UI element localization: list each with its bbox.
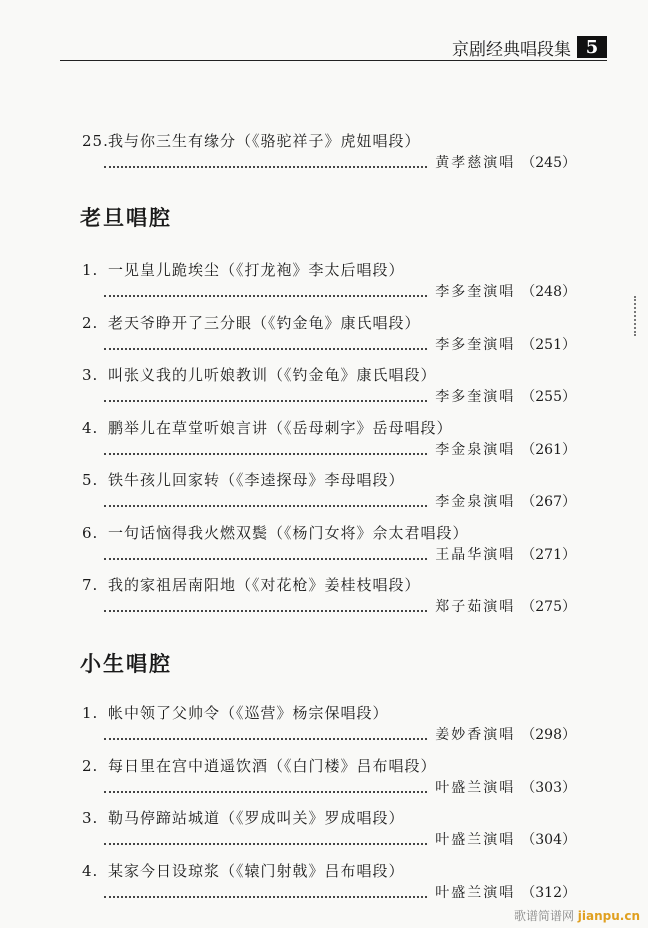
entry-title: 某家今日设琼浆（《辕门射戟》吕布唱段） [108, 861, 405, 880]
entry-page: （275） [521, 599, 576, 615]
watermark-brand: jianpu.cn [577, 909, 640, 923]
toc-entry[interactable] [82, 860, 576, 904]
entry-page: （303） [521, 779, 576, 796]
entry-leader-line [104, 882, 576, 902]
entry-singer: 王晶华演唱 [435, 546, 516, 563]
page-number: 5 [577, 36, 607, 58]
entry-title-line [82, 574, 421, 595]
entry-number: 4. [82, 861, 99, 880]
entry-title: 我的家祖居南阳地（《对花枪》姜桂枝唱段） [108, 576, 421, 594]
toc-entry[interactable] [82, 755, 576, 799]
dot-leader [104, 602, 427, 612]
dot-leader [104, 497, 427, 507]
entry-leader-line [104, 281, 576, 301]
side-marks [634, 296, 642, 336]
toc-entry[interactable] [82, 522, 576, 566]
entry-title: 叫张义我的儿听娘教训（《钓金龟》康氏唱段） [108, 366, 437, 384]
dot-leader [104, 783, 427, 793]
entry-singer: 叶盛兰演唱 [435, 832, 516, 848]
entry-leader-line [104, 544, 576, 564]
toc-entry[interactable] [82, 364, 576, 408]
entry-page: （248） [521, 284, 576, 300]
dot-leader [104, 392, 427, 402]
entry-singer: 郑子茹演唱 [435, 599, 516, 615]
entry-leader-line [104, 491, 576, 511]
entry-leader-line [104, 829, 576, 849]
entry-title-line [82, 312, 421, 333]
entry-title: 老天爷睁开了三分眼（《钓金龟》康氏唱段） [108, 313, 421, 332]
entry-title: 铁牛孩儿回家转（《李逵探母》李母唱段） [108, 471, 405, 489]
entry-title-line [82, 807, 405, 828]
entry-leader-line [104, 439, 576, 459]
dot-leader [104, 730, 427, 740]
entry-singer: 李多奎演唱 [435, 284, 516, 300]
toc-entry[interactable] [82, 259, 576, 303]
dot-leader [104, 835, 427, 845]
entry-title: 一见皇儿跪埃尘（《打龙袍》李太后唱段） [108, 261, 405, 279]
entry-page: （251） [521, 336, 576, 353]
entry-singer: 李金泉演唱 [435, 441, 516, 458]
entry-number: 2. [82, 313, 99, 332]
toc-entry[interactable] [82, 469, 576, 513]
section-title-laodan: 老旦唱腔 [80, 205, 172, 230]
toc-entry[interactable] [82, 574, 576, 618]
dot-leader [104, 287, 427, 297]
entry-leader-line [104, 152, 576, 172]
entry-leader-line [104, 596, 576, 616]
entry-title-line [82, 259, 405, 280]
toc-entry[interactable] [82, 417, 576, 461]
entry-title-line [82, 130, 421, 151]
entry-page: （298） [521, 727, 576, 743]
watermark [514, 907, 640, 924]
entry-singer: 李多奎演唱 [435, 336, 516, 353]
entry-title: 鹏举儿在草堂听娘言讲（《岳母刺字》岳母唱段） [108, 418, 453, 437]
entry-singer: 李多奎演唱 [435, 389, 516, 405]
entry-number: 7. [82, 576, 99, 594]
entry-number: 25. [82, 132, 109, 150]
dot-leader [104, 445, 427, 455]
entry-title: 帐中领了父帅令（《巡营》杨宗保唱段） [108, 704, 389, 722]
toc-entry[interactable] [82, 312, 576, 356]
toc-entry[interactable] [82, 807, 576, 851]
dot-leader [104, 550, 427, 560]
entry-singer: 叶盛兰演唱 [435, 779, 516, 796]
entry-number: 2. [82, 756, 99, 775]
header-rule [60, 60, 607, 61]
dot-leader [104, 888, 427, 898]
entry-number: 3. [82, 366, 99, 384]
entry-title: 一句话恼得我火燃双鬓（《杨门女将》佘太君唱段） [108, 523, 469, 542]
entry-singer: 李金泉演唱 [435, 494, 516, 510]
entry-title-line [82, 860, 405, 881]
entry-title: 我与你三生有缘分（《骆驼祥子》虎妞唱段） [108, 132, 421, 150]
entry-page: （271） [521, 546, 576, 563]
entry-leader-line [104, 777, 576, 797]
entry-number: 3. [82, 809, 99, 827]
entry-page: （245） [521, 155, 576, 171]
header-title: 京剧经典唱段集 [452, 39, 571, 60]
entry-page: （304） [521, 832, 576, 848]
entry-number: 4. [82, 418, 99, 437]
entry-title-line [82, 417, 453, 438]
entry-page: （267） [521, 494, 576, 510]
entry-title-line [82, 522, 469, 543]
entry-title: 每日里在宫中逍遥饮酒（《白门楼》吕布唱段） [108, 756, 437, 775]
toc-entry[interactable] [82, 702, 576, 746]
entry-title: 勒马停蹄站城道（《罗成叫关》罗成唱段） [108, 809, 405, 827]
entry-singer: 姜妙香演唱 [435, 727, 516, 743]
section-title-xiaosheng: 小生唱腔 [80, 651, 172, 676]
entry-singer: 叶盛兰演唱 [435, 884, 516, 901]
running-header [452, 36, 607, 58]
entry-number: 1. [82, 261, 99, 279]
dot-leader [104, 340, 427, 350]
entry-number: 5. [82, 471, 99, 489]
watermark-text: 歌谱简谱网 [513, 909, 574, 923]
entry-title-line [82, 755, 437, 776]
entry-leader-line [104, 724, 576, 744]
entry-leader-line [104, 386, 576, 406]
entry-page: （261） [521, 441, 576, 458]
entry-leader-line [104, 334, 576, 354]
toc-entry[interactable] [82, 130, 576, 174]
entry-page: （255） [521, 389, 576, 405]
entry-number: 6. [82, 523, 99, 542]
entry-singer: 黄孝慈演唱 [435, 155, 516, 171]
entry-title-line [82, 364, 437, 385]
entry-title-line [82, 702, 389, 723]
entry-page: （312） [521, 884, 576, 901]
entry-number: 1. [82, 704, 99, 722]
entry-title-line [82, 469, 405, 490]
dot-leader [104, 158, 427, 168]
